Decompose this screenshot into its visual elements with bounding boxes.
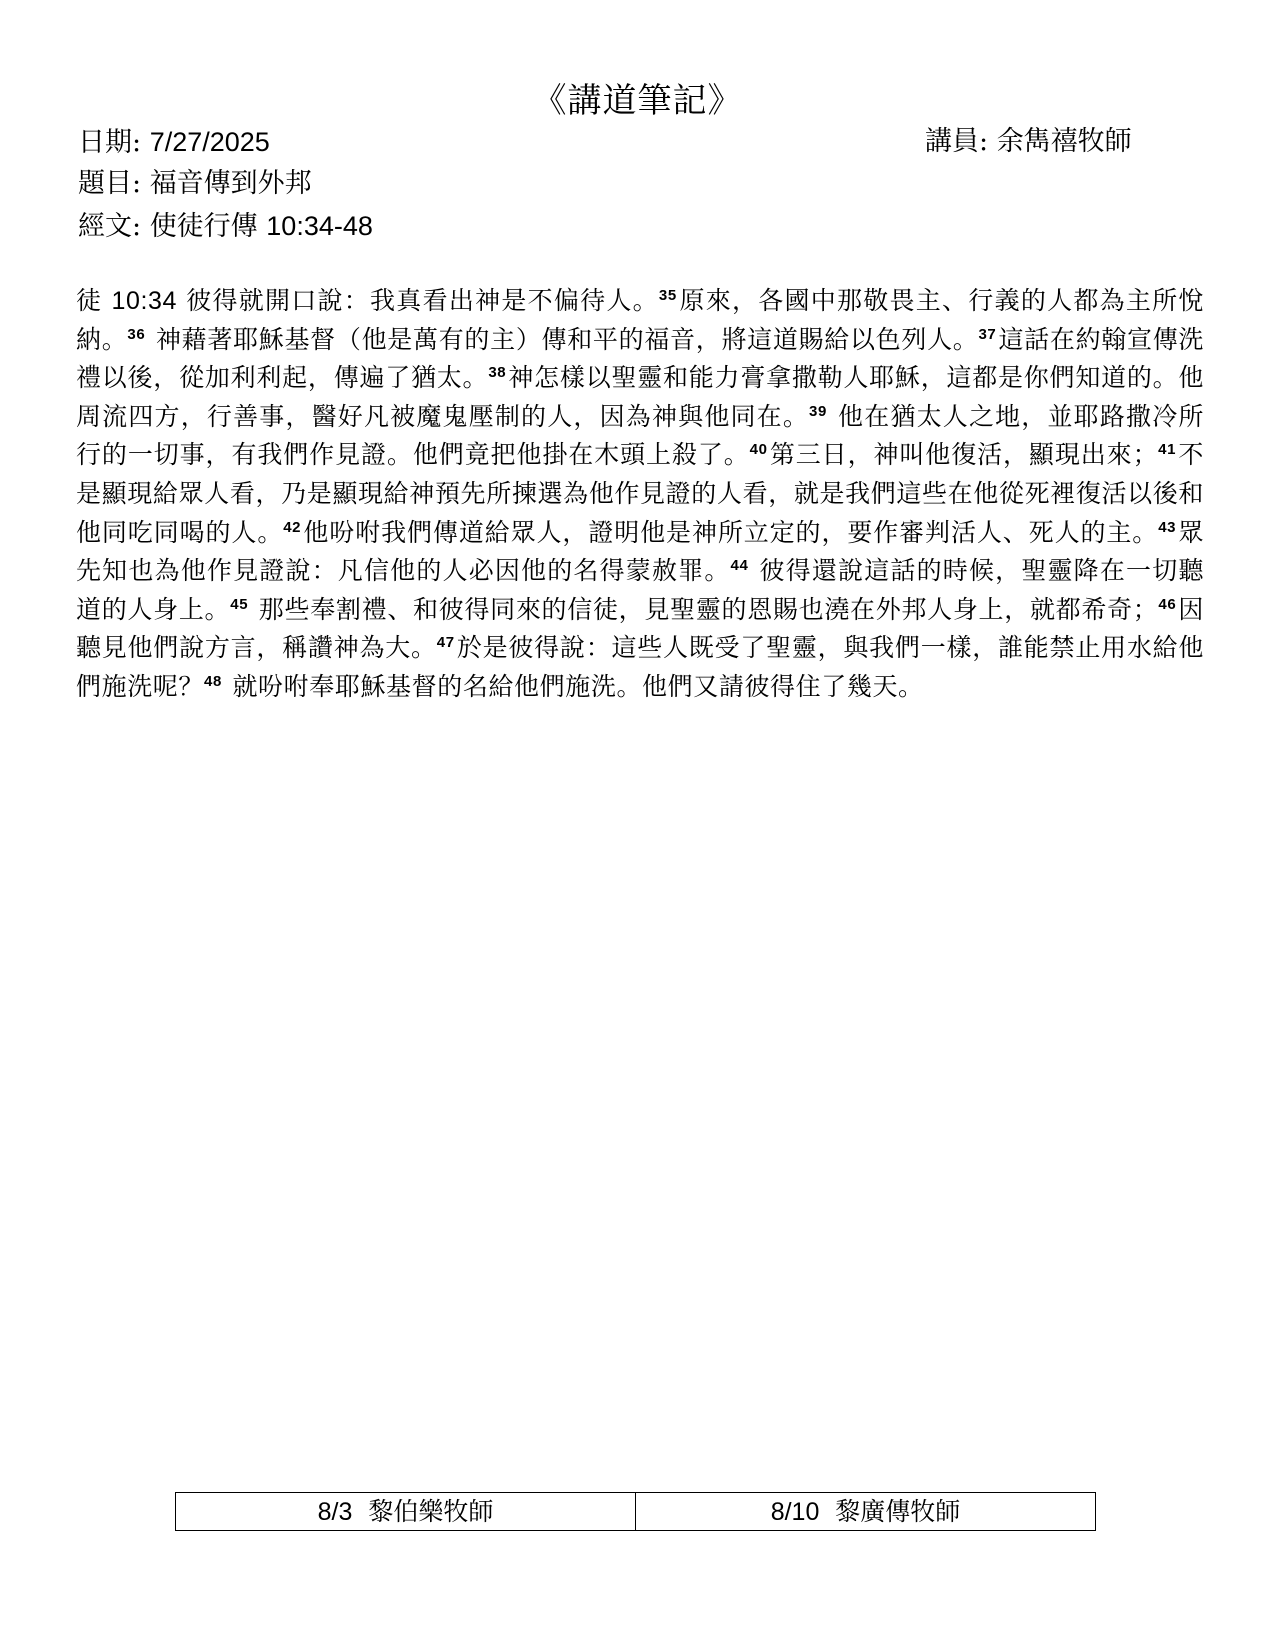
verse-text: 神怎樣以聖靈和能力膏拿撒勒人耶穌，這都是你們知道的。他周流四方，行善事，醫好凡被魔鬼壓制的人，因為神與他同在。 (76, 363, 1205, 431)
passage-book: 徒 (76, 286, 112, 315)
scripture-ref: 10:34-48 (266, 211, 373, 241)
verse-number: 38 (488, 364, 507, 382)
verse-text: 這話在約翰宣傳洗禮以後，從加利利起，傳遍了猶太。 (76, 324, 1205, 393)
verse-text: 神藉著耶穌基督（他是萬有的主）傳和平的福音，將這道賜給以色列人。 (147, 324, 979, 354)
verse-number: 46 (1158, 595, 1177, 613)
date-line (78, 124, 270, 161)
topic-label: 題目: (78, 168, 150, 199)
verse-text: 於是彼得說：這些人既受了聖靈，與我們一樣，誰能禁止用水給他們施洗呢？ (76, 633, 1204, 701)
verse-text: 第三日，神叫他復活，顯現出來； (769, 440, 1159, 470)
verse-number: 48 (204, 672, 222, 690)
verse-text: 不是顯現給眾人看，乃是顯現給神預先所揀選為他作見證的人看，就是我們這些在他從死裡復活以後和他同吃同喝的人。 (76, 440, 1204, 547)
verse-number: 43 (1158, 518, 1177, 536)
verse-text: 就吩咐奉耶穌基督的名給他們施洗。他們又請彼得住了幾天。 (223, 671, 924, 701)
scripture-line (78, 208, 373, 245)
verse-number: 44 (730, 557, 749, 575)
verse-number: 39 (809, 402, 827, 420)
topic-line (78, 166, 312, 202)
schedule-speaker: 黎廣傳牧師 (819, 1496, 961, 1526)
table-row (176, 1493, 1096, 1531)
page-title: 《講道筆記》 (532, 81, 743, 121)
verse-text: 彼得就開口說：我真看出神是不偏待人。 (177, 286, 659, 315)
table-cell (176, 1493, 636, 1531)
date-label: 日期: (78, 127, 150, 158)
verse-text: 那些奉割禮、和彼得同來的信徒，見聖靈的恩賜也澆在外邦人身上，就都希奇； (250, 594, 1159, 624)
verse-text: 他在猶太人之地，並耶路撒冷所行的一切事，有我們作見證。他們竟把他掛在木頭上殺了。 (76, 401, 1204, 470)
verse-text: 他吩咐我們傳道給眾人，證明他是神所立定的，要作審判活人、死人的主。 (303, 517, 1159, 547)
date-value: 7/27/2025 (149, 127, 270, 157)
speaker-line (925, 124, 1132, 160)
upcoming-speakers-table (175, 1492, 1096, 1531)
verse-number: 41 (1158, 441, 1177, 459)
verse-number: 40 (749, 441, 768, 459)
table-cell (636, 1493, 1096, 1531)
schedule-date: 8/10 (770, 1497, 820, 1526)
verse-number: 37 (978, 325, 997, 343)
scripture-passage (76, 282, 1204, 707)
verse-text: 因聽見他們說方言，稱讚神為大。 (76, 594, 1204, 663)
verse-number: 36 (127, 325, 146, 343)
verse-text: 眾先知也為他作見證說：凡信他的人必因他的名得蒙赦罪。 (76, 517, 1204, 586)
verse-number: 42 (283, 518, 302, 536)
verse-number: 47 (436, 634, 455, 652)
speaker-label: 講員: (925, 126, 997, 157)
schedule-speaker: 黎伯樂牧師 (352, 1496, 494, 1526)
verse-number: 45 (230, 595, 249, 613)
speaker-value: 余雋禧牧師 (996, 126, 1132, 157)
verse-text: 彼得還說這話的時候，聖靈降在一切聽道的人身上。 (76, 556, 1204, 624)
passage-chapter-verse: 10:34 (111, 287, 178, 315)
verse-number: 35 (658, 287, 677, 304)
scripture-book: 使徒行傳 (149, 211, 267, 242)
schedule-date: 8/3 (317, 1497, 353, 1526)
topic-value: 福音傳到外邦 (149, 168, 312, 199)
verse-text: 原來，各國中那敬畏主、行義的人都為主所悅納。 (76, 286, 1204, 354)
scripture-label: 經文: (78, 211, 150, 242)
